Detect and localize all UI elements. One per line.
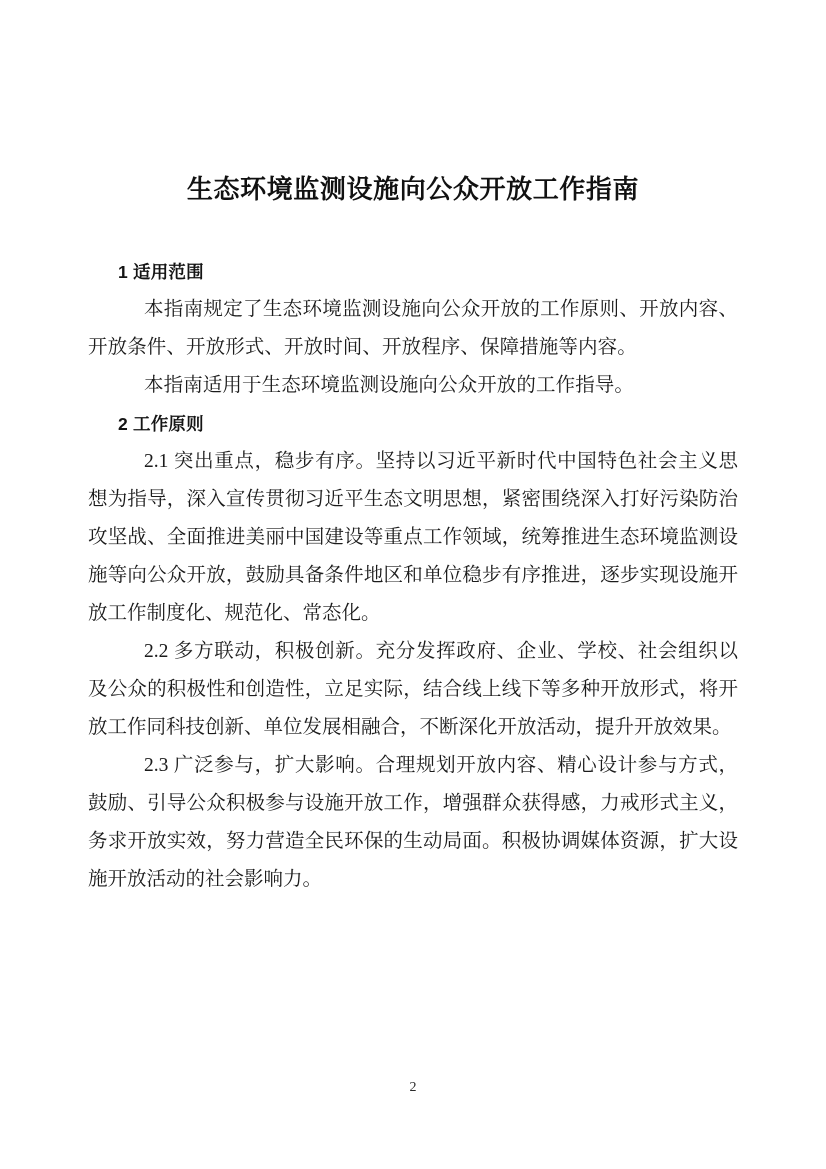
section-2-paragraph-2-1: 2.1 突出重点，稳步有序。坚持以习近平新时代中国特色社会主义思想为指导，深入宣传贯彻习近平生态文明思想，紧密围绕深入打好污染防治攻坚战、全面推进美丽中国建设等重点工作领域，统筹推进生态环境监测设施等向公众开放，鼓励具备条件地区和单位稳步有序推进，逐步实现设施开放工作制度化、规范化、常态化。	[88, 451, 738, 624]
section-1-paragraph-2: 本指南适用于生态环境监测设施向公众开放的工作指导。	[144, 375, 635, 396]
section-2-paragraph-2-2: 2.2 多方联动，积极创新。充分发挥政府、企业、学校、社会组织以及公众的积极性和创造性，立足实际，结合线上线下等多种开放形式，将开放工作同科技创新、单位发展相融合，不断深化开放活动，提升开放效果。	[88, 641, 738, 738]
section-1-paragraph-1: 本指南规定了生态环境监测设施向公众开放的工作原则、开放内容、开放条件、开放形式、开放时间、开放程序、保障措施等内容。	[88, 299, 738, 358]
document-body	[88, 253, 738, 899]
section-heading-2: 2 工作原则	[118, 414, 204, 434]
page-footer	[88, 1078, 738, 1097]
page-number: 2	[409, 1080, 417, 1095]
section-2-paragraph-2-3: 2.3 广泛参与，扩大影响。合理规划开放内容、精心设计参与方式，鼓励、引导公众积极参与设施开放工作，增强群众获得感，力戒形式主义，务求开放实效，努力营造全民环保的生动局面。积极协调媒体资源，扩大设施开放活动的社会影响力。	[88, 755, 738, 890]
page-content	[88, 0, 738, 1169]
section-heading-1: 1 适用范围	[118, 262, 204, 282]
page-title: 生态环境监测设施向公众开放工作指南	[186, 174, 640, 204]
